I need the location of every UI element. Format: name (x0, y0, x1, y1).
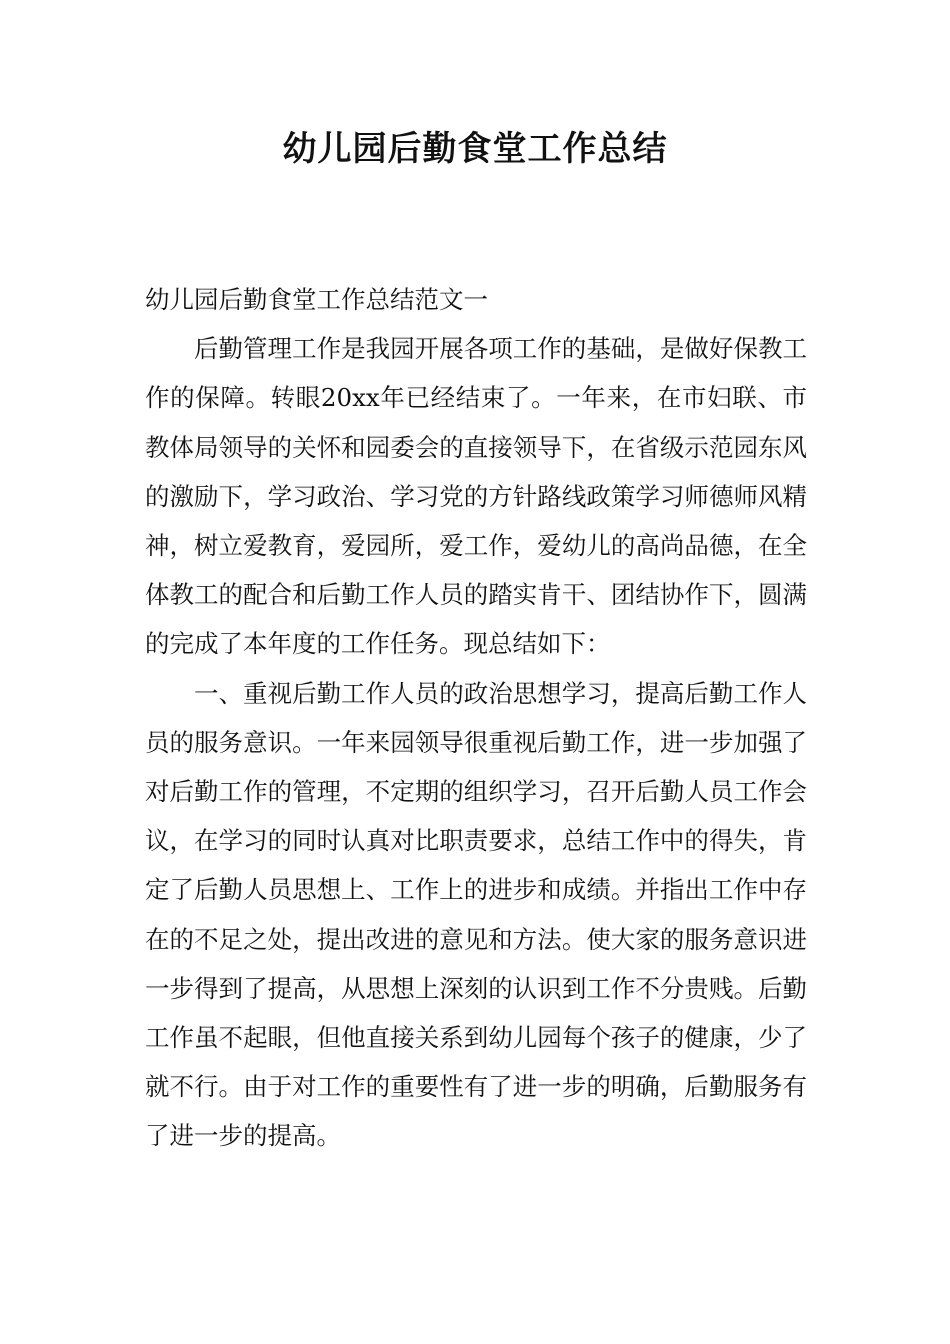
document-title: 幼儿园后勤食堂工作总结 (282, 129, 668, 169)
section-heading: 幼儿园后勤食堂工作总结范文一 (145, 285, 488, 314)
document-body (145, 275, 807, 1161)
paragraph-section-one: 一、重视后勤工作人员的政治思想学习，提高后勤工作人员的服务意识。一年来园领导很重视后勤工作，进一步加强了对后勤工作的管理，不定期的组织学习，召开后勤人员工作会议，在学习的同时认真对比职责要求，总结工作中的得失，肯定了后勤人员思想上、工作上的进步和成绩。并指出工作中存在的不足之处，提出改进的意见和方法。使大家的服务意识进一步得到了提高，从思想上深刻的认识到工作不分贵贱。后勤工作虽不起眼，但他直接关系到幼儿园每个孩子的健康，少了就不行。由于对工作的重要性有了进一步的明确，后勤服务有了进一步的提高。 (145, 678, 807, 1151)
paragraph-intro: 后勤管理工作是我园开展各项工作的基础，是做好保教工作的保障。转眼20xx年已经结束了。一年来，在市妇联、市教体局领导的关怀和园委会的直接领导下，在省级示范园东风的激励下，学习政治、学习党的方针路线政策学习师德师风精神，树立爱教育，爱园所，爱工作，爱幼儿的高尚品德，在全体教工的配合和后勤工作人员的踏实肯干、团结协作下，圆满的完成了本年度的工作任务。现总结如下： (145, 334, 807, 659)
